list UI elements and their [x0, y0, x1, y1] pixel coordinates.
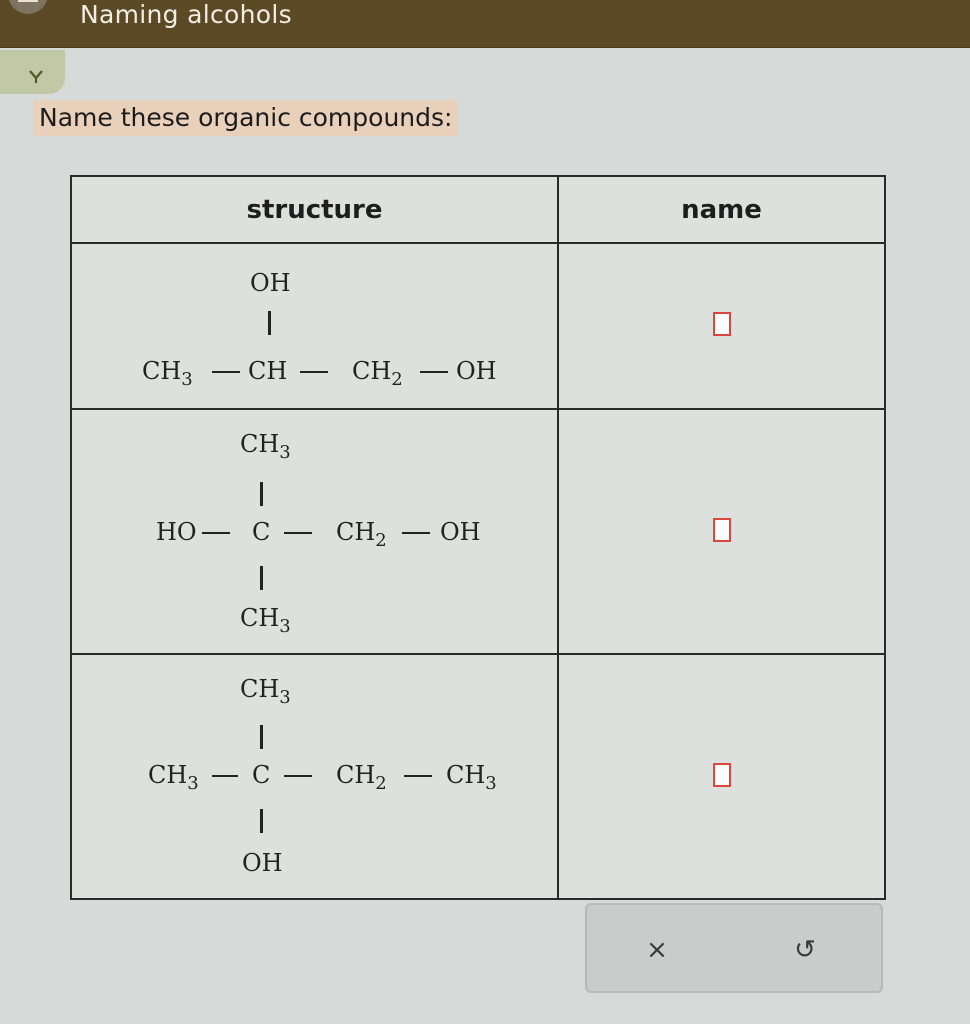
menu-icon[interactable] — [8, 0, 48, 14]
table-row — [71, 409, 885, 654]
compounds-table — [70, 175, 886, 900]
group: $CH_2$ — [336, 761, 387, 794]
substituent-top: $CH_3$ — [240, 675, 291, 708]
group: CH — [248, 357, 288, 385]
name-cell — [558, 243, 885, 409]
structure-cell — [71, 654, 558, 899]
bond — [300, 371, 328, 373]
bond — [402, 532, 430, 534]
table-row — [71, 654, 885, 899]
action-bar — [585, 903, 883, 993]
undo-button[interactable]: ↺ — [794, 935, 816, 965]
substituent-top: OH — [250, 269, 291, 297]
group: C — [252, 761, 271, 789]
group: $CH_3$ — [142, 357, 193, 390]
top-bar — [0, 0, 970, 48]
structure-column-header: structure — [71, 176, 558, 243]
name-answer-input[interactable] — [713, 312, 731, 336]
name-answer-input[interactable] — [713, 763, 731, 787]
bond — [284, 775, 312, 777]
bond — [420, 371, 448, 373]
group: $CH_2$ — [352, 357, 403, 390]
bond — [212, 371, 240, 373]
vertical-bond — [260, 809, 263, 833]
group: OH — [456, 357, 497, 385]
vertical-bond — [260, 725, 263, 749]
vertical-bond — [268, 311, 271, 335]
table-row — [71, 243, 885, 409]
group: $CH_3$ — [446, 761, 497, 794]
group: OH — [440, 518, 481, 546]
question-prompt: Name these organic compounds: — [33, 100, 458, 136]
chevron-down-icon[interactable] — [28, 68, 44, 84]
bond — [202, 532, 230, 534]
group: $CH_3$ — [148, 761, 199, 794]
group: HO — [156, 518, 197, 546]
clear-button[interactable]: × — [646, 935, 668, 965]
table-header-row — [71, 176, 885, 243]
substituent-bottom: $CH_3$ — [240, 604, 291, 637]
vertical-bond — [260, 566, 263, 590]
structure-cell — [71, 409, 558, 654]
vertical-bond — [260, 482, 263, 506]
bond — [212, 775, 238, 777]
name-cell — [558, 654, 885, 899]
group: C — [252, 518, 271, 546]
substituent-bottom: OH — [242, 849, 283, 877]
group: $CH_2$ — [336, 518, 387, 551]
name-answer-input[interactable] — [713, 518, 731, 542]
substituent-top: $CH_3$ — [240, 430, 291, 463]
app-title: Naming alcohols — [80, 0, 292, 29]
bond — [404, 775, 432, 777]
name-cell — [558, 409, 885, 654]
bond — [284, 532, 312, 534]
structure-cell — [71, 243, 558, 409]
name-column-header: name — [558, 176, 885, 243]
